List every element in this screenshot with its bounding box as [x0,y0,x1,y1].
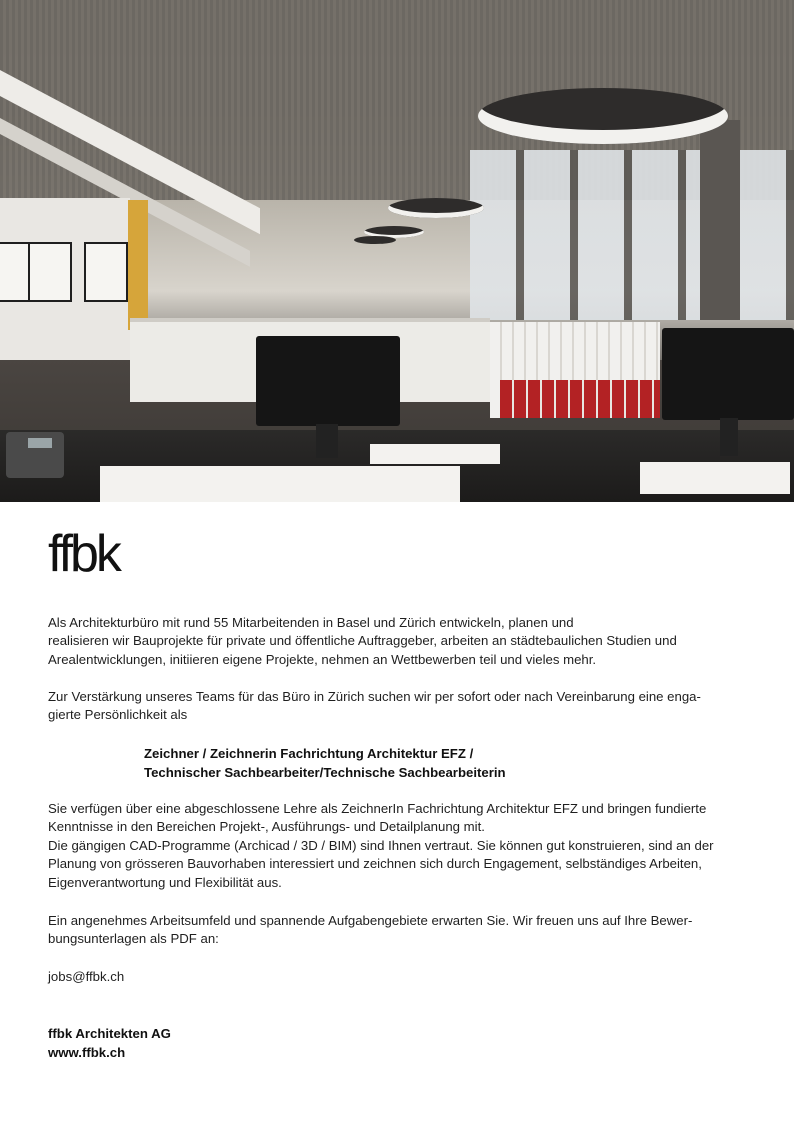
document-stack [370,444,500,464]
picture-frame [28,242,72,302]
text-line: Zur Verstärkung unseres Teams für das Büro in Zürich suchen wir per sofort oder nach Vereinbarung eine enga- [48,689,701,704]
monitor [662,328,794,420]
text-line: Die gängigen CAD-Programme (Archicad / 3D / BIM) sind Ihnen vertraut. Sie können gut konstruieren, sind an der [48,837,714,853]
pendant-lamp [388,198,484,218]
company-name: ffbk Architekten AG [48,1026,171,1041]
text-line: Planung von grösseren Bauvorhaben interessiert und zeichnen sich durch Engagement, selbständiges Arbeiten, [48,856,702,872]
contact-email[interactable]: jobs@ffbk.ch [48,969,125,984]
job-title-line: Technischer Sachbearbeiter/Technische Sachbearbeiterin [144,765,506,780]
red-binders [500,380,660,418]
pendant-lamp [354,236,396,244]
offer-paragraph [48,912,748,949]
text-line: gierte Persönlichkeit als [48,707,188,723]
phone-display [28,438,52,448]
text-line: Kenntnisse in den Bereichen Projekt-, Ausführungs- und Detailplanung mit. [48,819,485,835]
text-line: bungsunterlagen als PDF an: [48,931,219,947]
office-photo [0,0,794,502]
text-line: Als Architekturbüro mit rund 55 Mitarbeitenden in Basel und Zürich entwickeln, planen und [48,615,574,630]
text-line: Eigenverantwortung und Flexibilität aus. [48,874,282,890]
windows [470,150,794,320]
requirements-paragraph [48,800,748,892]
pendant-lamp [478,88,728,144]
monitor-stand [316,424,338,458]
drawing-paper [100,466,460,502]
document-stack [640,462,790,494]
text-line: Arealentwicklungen, initiieren eigene Projekte, nehmen an Wettbewerben teil und vieles mehr. [48,651,597,667]
text-line: realisieren wir Bauprojekte für private und öffentliche Auftraggeber, arbeiten an städtebaulichen Studien und [48,633,677,649]
company-footer [48,1024,171,1062]
company-logo: ffbk [48,525,119,583]
monitor [256,336,400,426]
yellow-curtain [128,200,148,330]
concrete-column [700,120,740,320]
intro-paragraph [48,614,748,669]
job-title-line: Zeichner / Zeichnerin Fachrichtung Architektur EFZ / [144,746,474,761]
company-website[interactable]: www.ffbk.ch [48,1045,126,1060]
job-title [144,744,704,782]
picture-frame [84,242,128,302]
text-line: Sie verfügen über eine abgeschlossene Lehre als ZeichnerIn Fachrichtung Architektur EFZ und bringen fundierte [48,801,707,816]
monitor-stand [720,418,738,456]
text-line: Ein angenehmes Arbeitsumfeld und spannende Aufgabengebiete erwarten Sie. Wir freuen uns auf Ihre Bewer- [48,913,693,928]
search-paragraph [48,688,748,725]
